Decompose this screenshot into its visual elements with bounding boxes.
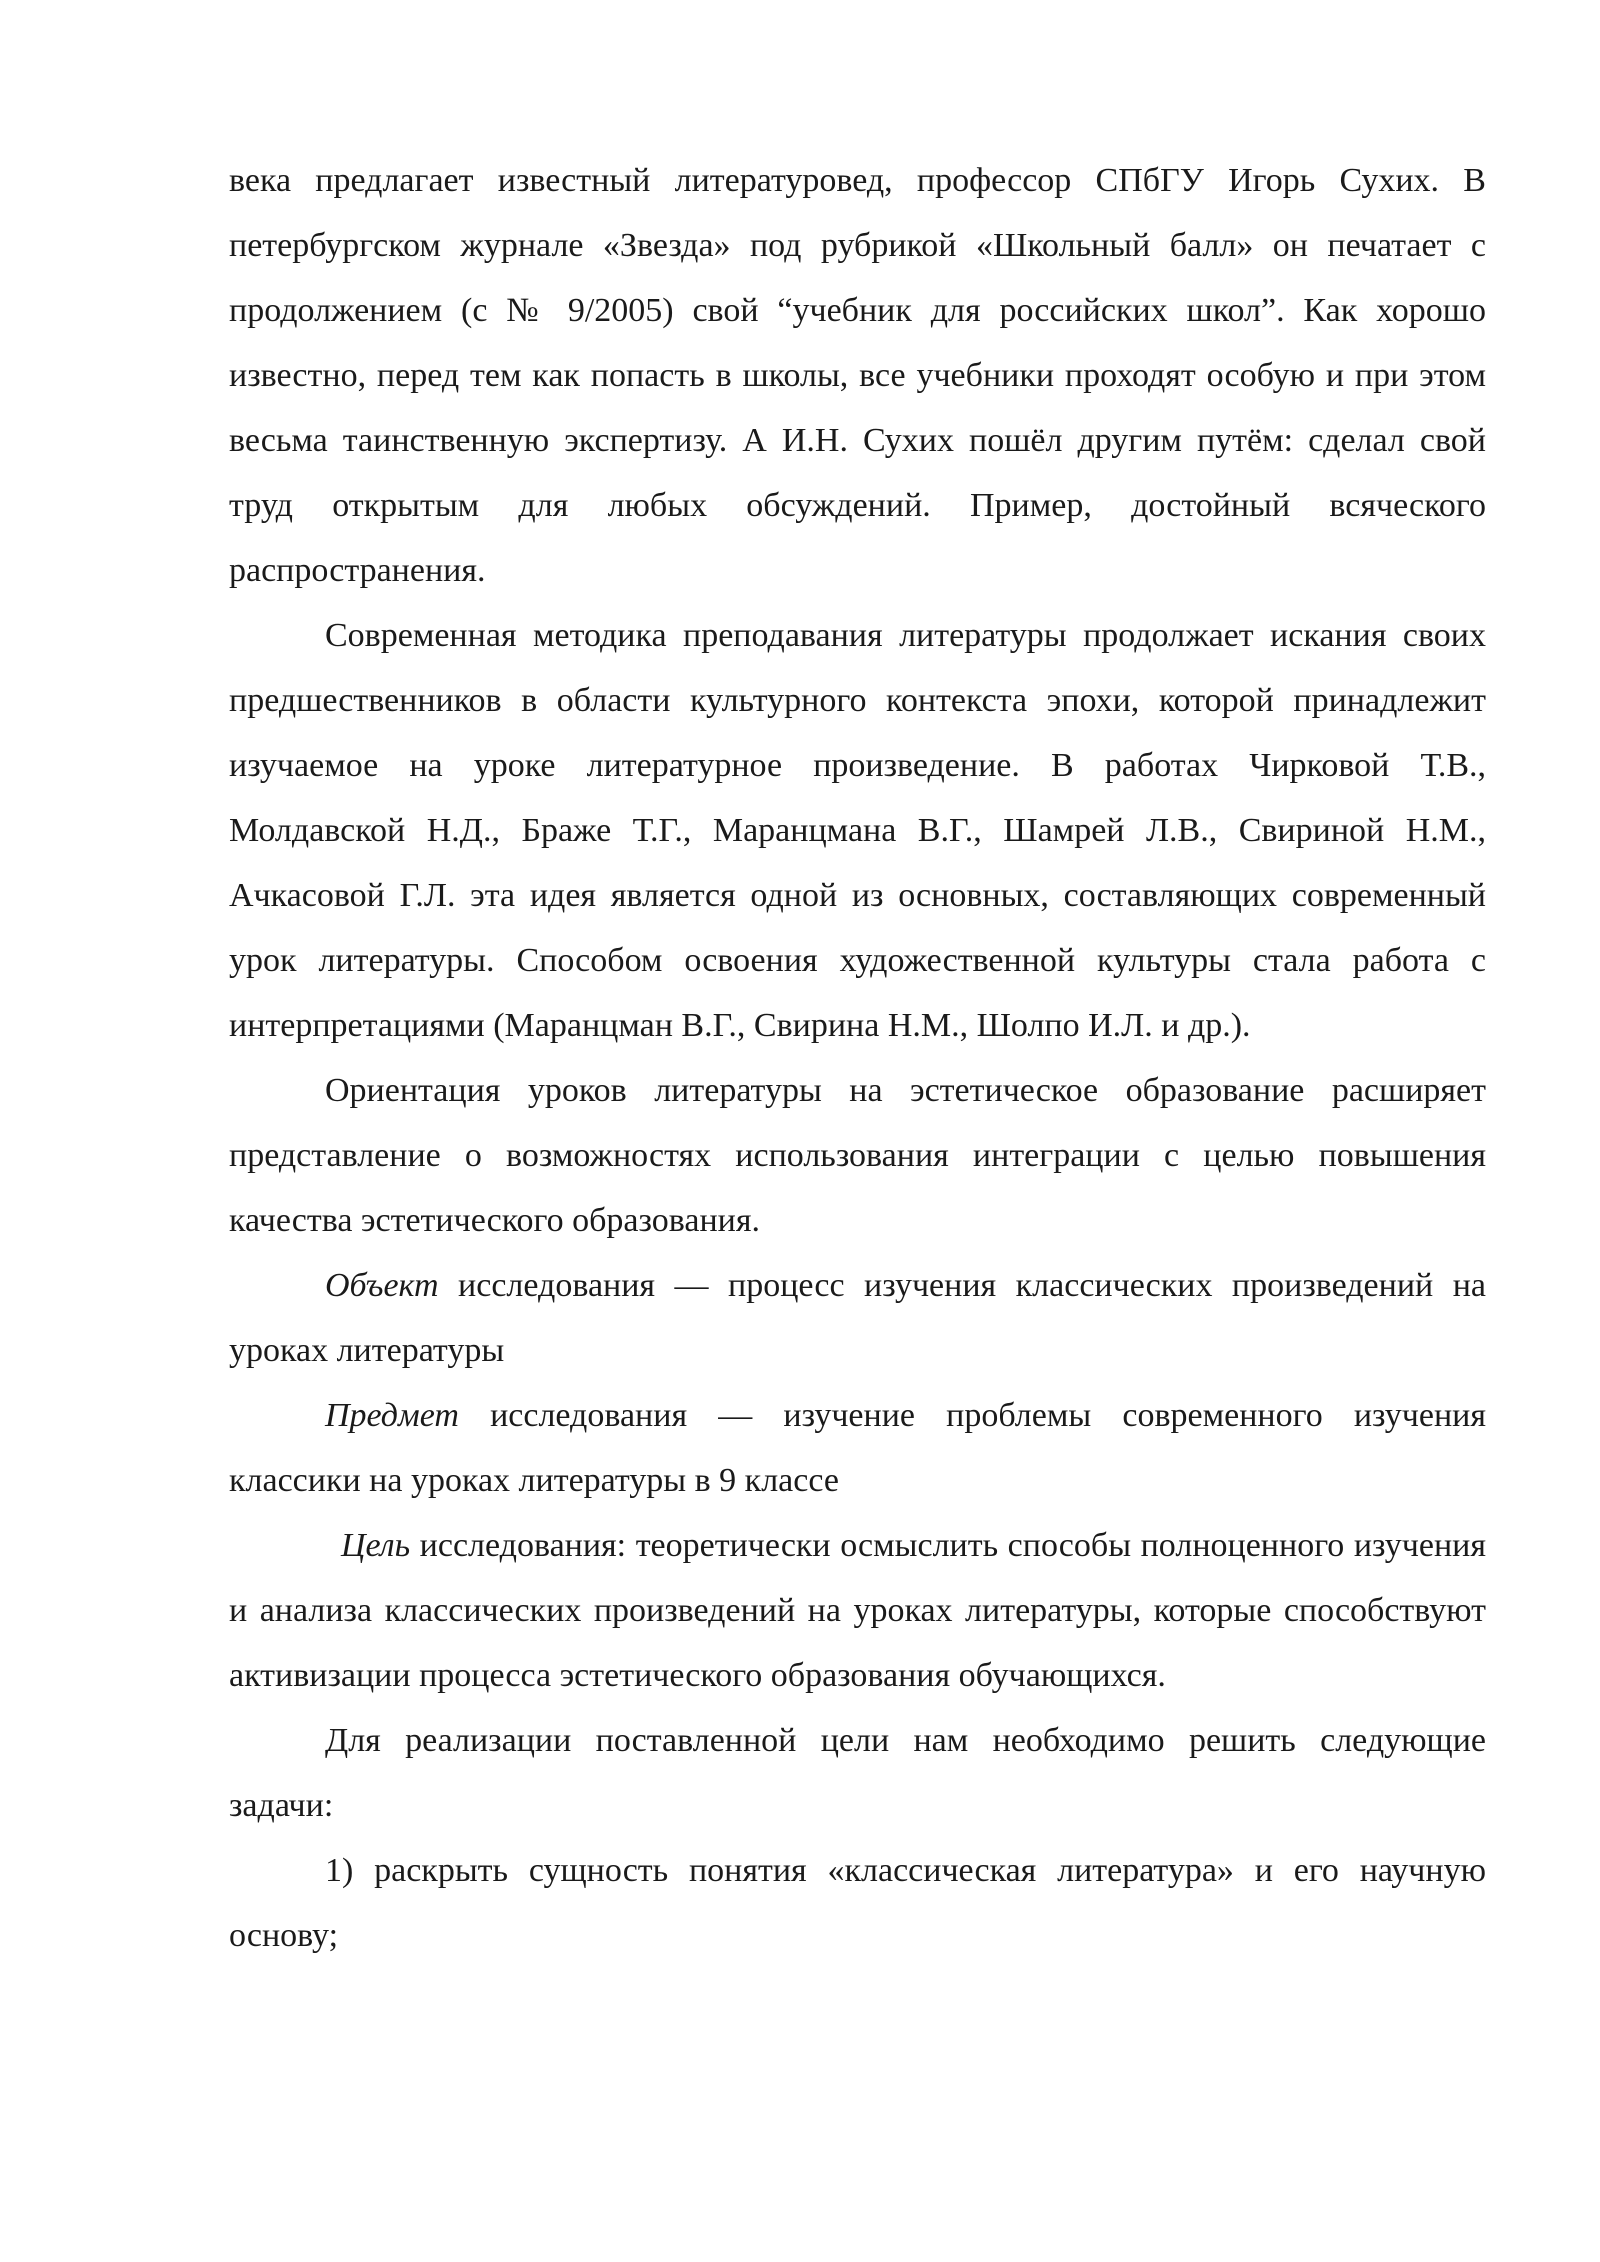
paragraph-text: века предлагает известный литературовед, профессор СПбГУ Игорь Сухих. В петербургском журнале «Звезда» под рубрикой «Школьный балл» он печатает с продолжением (с № 9/2005) свой “учебник для российских школ”. Как хорошо известно, перед тем как попасть в школы, все учебники проходят особую и при этом весьма таинственную экспертизу. А И.Н. Сухих пошёл другим путём: сделал свой труд открытым для любых обсуждений. Пример, достойный всяческого распространения. xyxy=(229,162,1486,589)
paragraph-text: Для реализации поставленной цели нам необходимо решить следующие задачи: xyxy=(229,1722,1486,1824)
paragraph-text: исследования — процесс изучения классических произведений на уроках литературы xyxy=(229,1267,1486,1369)
paragraph-aesthetic-orientation xyxy=(229,1058,1486,1253)
paragraph-text: исследования: теоретически осмыслить способы полноценного изучения и анализа классических произведений на уроках литературы, которые способствуют активизации процесса эстетического образования обучающихся. xyxy=(229,1527,1486,1694)
paragraph-text: Ориентация уроков литературы на эстетическое образование расширяет представление о возможностях использования интеграции с целью повышения качества эстетического образования. xyxy=(229,1072,1486,1239)
research-subject-term: Предмет xyxy=(325,1397,459,1434)
paragraph-research-subject xyxy=(229,1383,1486,1513)
paragraph-tasks-intro xyxy=(229,1708,1486,1838)
research-object-term: Объект xyxy=(325,1267,439,1304)
paragraph-research-object xyxy=(229,1253,1486,1383)
research-goal-term: Цель xyxy=(341,1527,411,1564)
document-body xyxy=(229,148,1486,1968)
paragraph-text: 1) раскрыть сущность понятия «классическая литература» и его научную основу; xyxy=(229,1852,1486,1954)
paragraph-text: исследования — изучение проблемы современного изучения классики на уроках литературы в 9 классе xyxy=(229,1397,1486,1499)
paragraph-sukhikh-textbook xyxy=(229,148,1486,603)
paragraph-modern-methodology xyxy=(229,603,1486,1058)
paragraph-research-goal xyxy=(229,1513,1486,1708)
paragraph-text: Современная методика преподавания литературы продолжает искания своих предшественников в области культурного контекста эпохи, которой принадлежит изучаемое на уроке литературное произведение. В работах Чирковой Т.В., Молдавской Н.Д., Браже Т.Г., Маранцмана В.Г., Шамрей Л.В., Свириной Н.М., Ачкасовой Г.Л. эта идея является одной из основных, составляющих современный урок литературы. Способом освоения художественной культуры стала работа с интерпретациями (Маранцман В.Г., Свирина Н.М., Шолпо И.Л. и др.). xyxy=(229,617,1486,1044)
paragraph-task-1 xyxy=(229,1838,1486,1968)
